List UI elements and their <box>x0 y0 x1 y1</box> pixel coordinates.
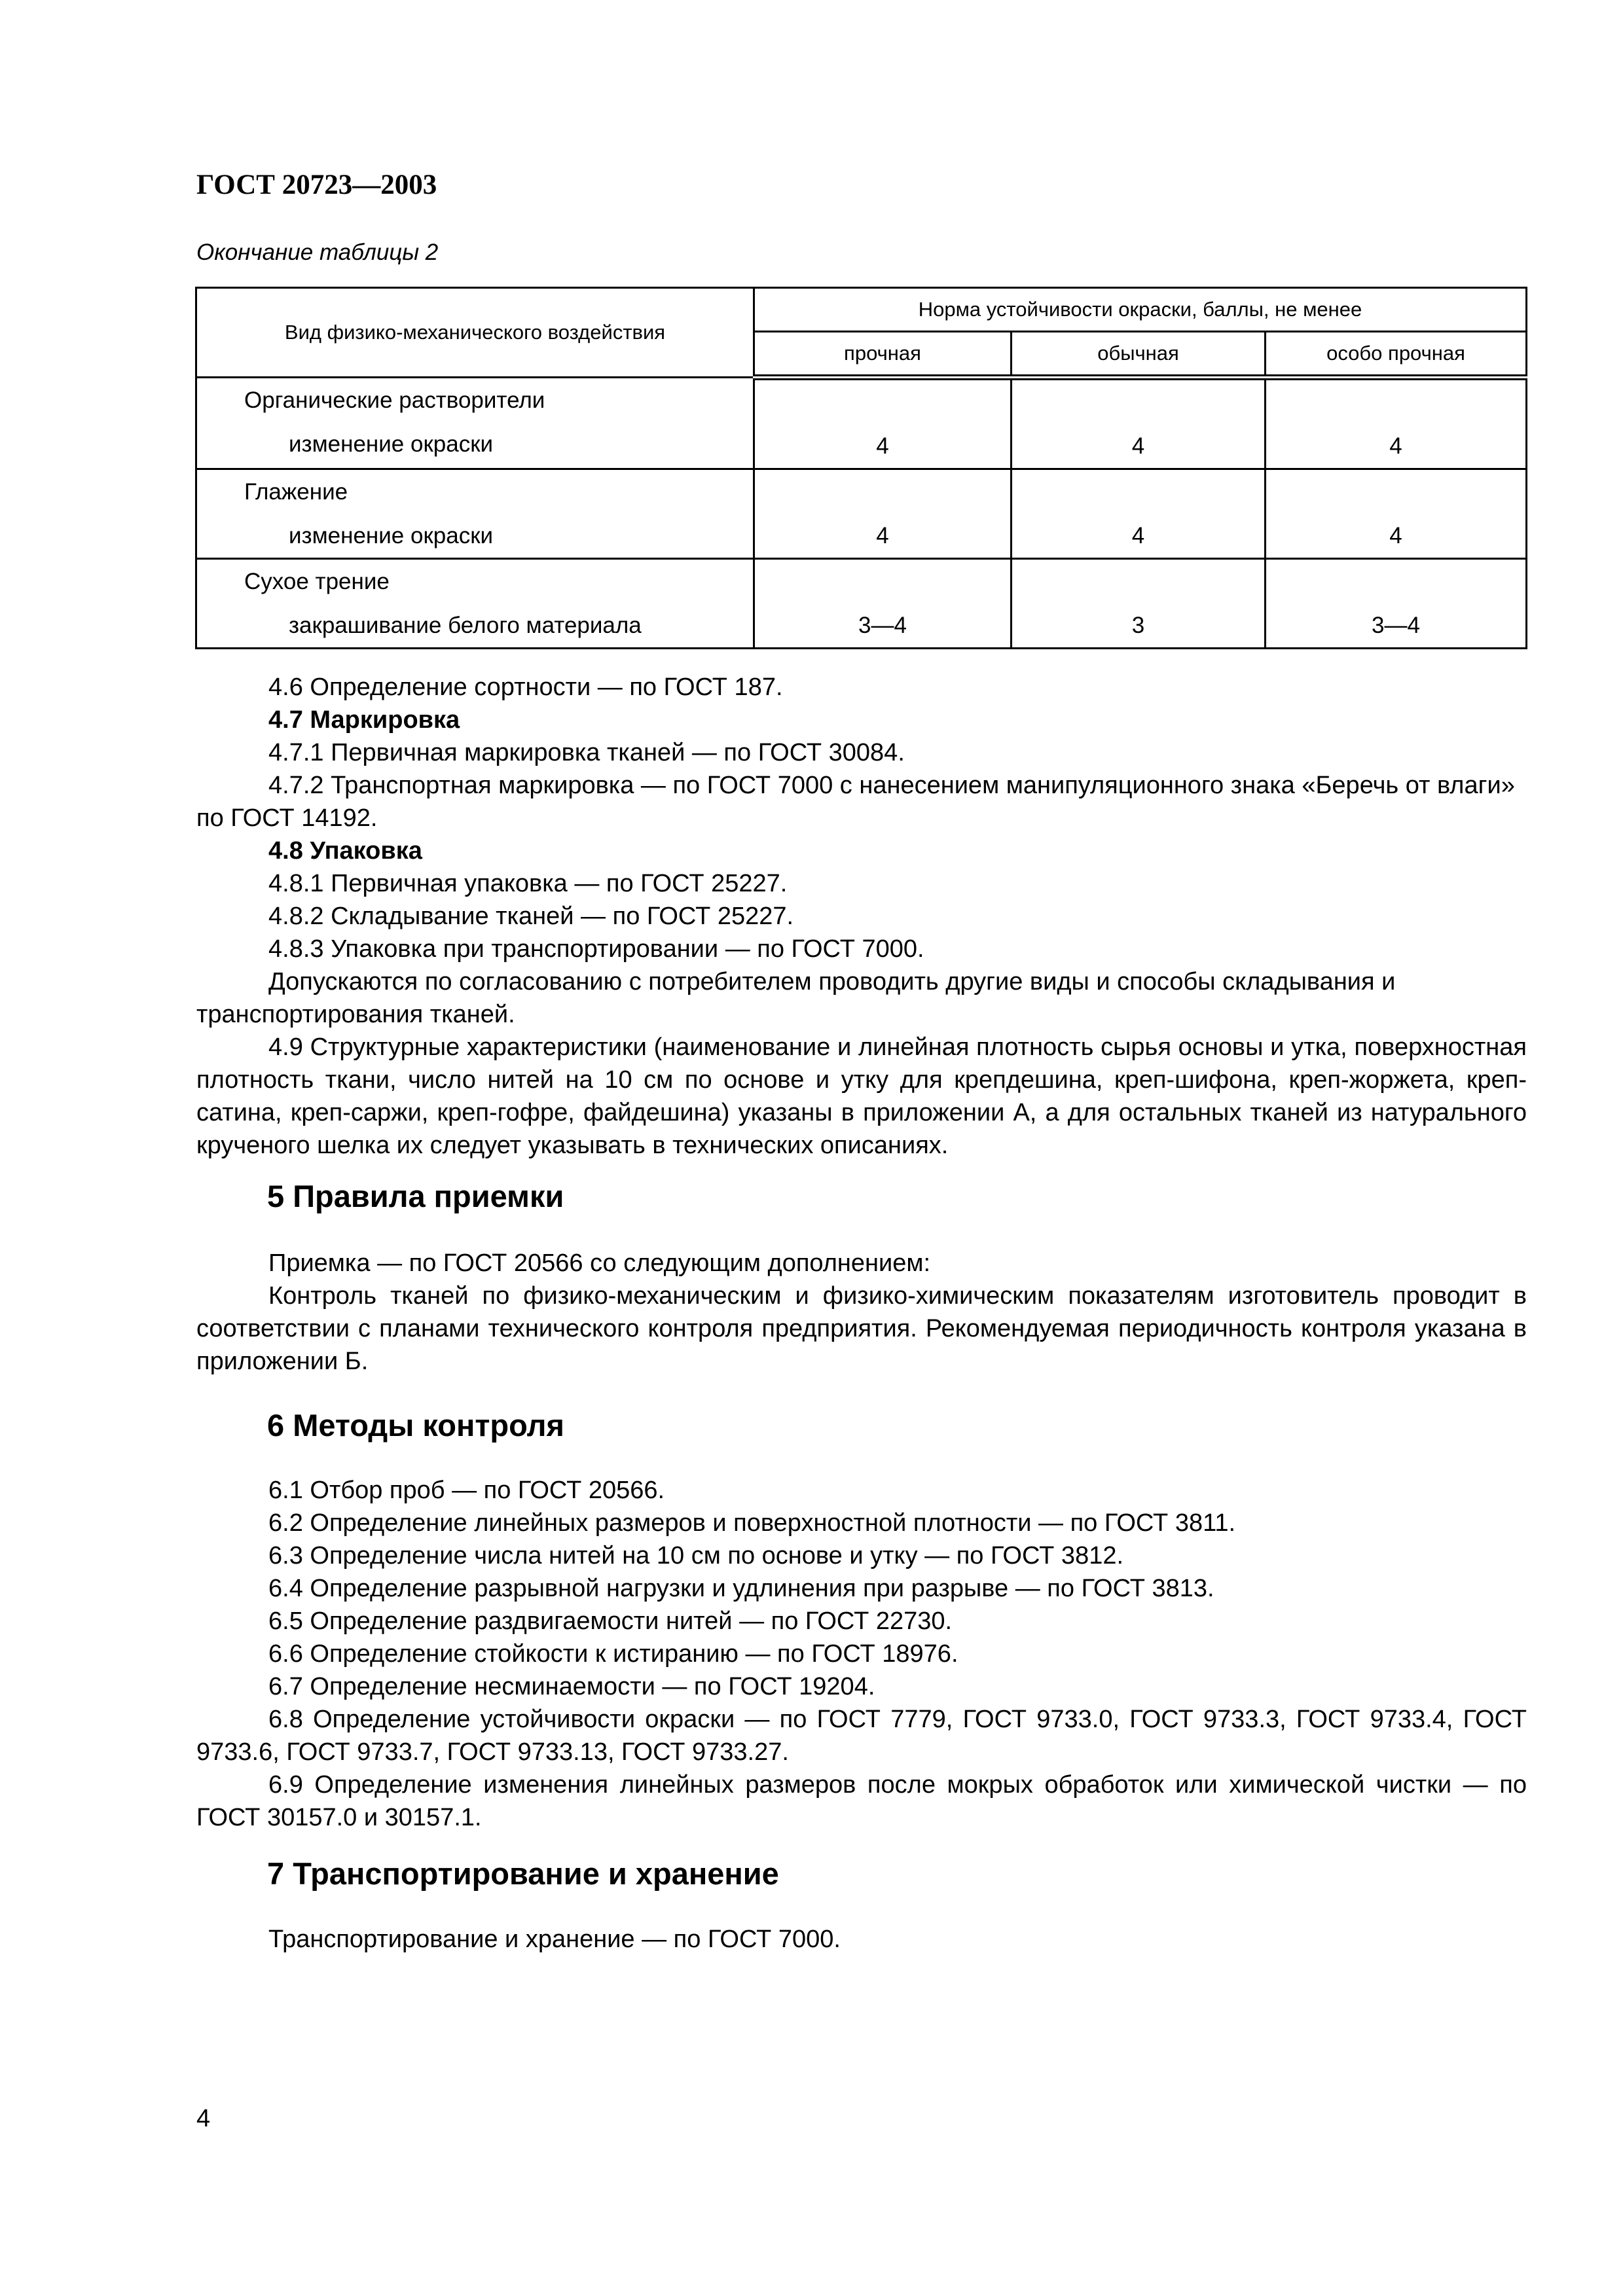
table-cell: 3 <box>1012 559 1266 649</box>
paragraph-4-7-1: 4.7.1 Первичная маркировка тканей — по ГОСТ 30084. <box>268 739 905 766</box>
section-7-title: 7 Транспортирование и хранение <box>267 1856 779 1891</box>
table-row-label <box>196 378 754 469</box>
table-header-extra-strong: особо прочная <box>1266 332 1527 378</box>
table-cell: 4 <box>1266 469 1527 559</box>
table-header-impact-type: Вид физико-механического воздействия <box>196 288 754 378</box>
section-5-body <box>196 1247 1527 1378</box>
table-cell: 4 <box>754 378 1012 469</box>
list-item: 6.7 Определение несминаемости — по ГОСТ 19204. <box>268 1673 875 1700</box>
paragraph-5-2: Контроль тканей по физико-механическим и физико-химическим показателям изготовитель проводит в соответствии с планами технического контроля предприятия. Рекомендуемая периодичность контроля указана в приложении Б. <box>196 1282 1527 1375</box>
table-cell: 4 <box>1266 378 1527 469</box>
section-6-body <box>196 1474 1527 1834</box>
table-row-group: Глажение <box>244 479 348 505</box>
table-header-strong: прочная <box>754 332 1012 378</box>
paragraph-7-1: Транспортирование и хранение — по ГОСТ 7000. <box>268 1926 841 1953</box>
paragraph-4-8-1: 4.8.1 Первичная упаковка — по ГОСТ 25227. <box>268 870 788 897</box>
table-cell: 3—4 <box>1266 559 1527 649</box>
paragraph-4-7-2: 4.7.2 Транспортная маркировка — по ГОСТ 7000 с нанесением манипуляционного знака «Беречь от влаги» по ГОСТ 14192. <box>196 772 1515 832</box>
page-number: 4 <box>196 2105 211 2132</box>
table-cell: 3—4 <box>754 559 1012 649</box>
table-row <box>196 559 1527 649</box>
section-4-continuation <box>196 671 1527 1162</box>
list-item: 6.9 Определение изменения линейных размеров после мокрых обработок или химической чистки — по ГОСТ 30157.0 и 30157.1. <box>196 1771 1527 1831</box>
table-header-normal: обычная <box>1012 332 1266 378</box>
table-header-fastness-norm: Норма устойчивости окраски, баллы, не менее <box>754 288 1527 332</box>
list-item: 6.8 Определение устойчивости окраски — по ГОСТ 7779, ГОСТ 9733.0, ГОСТ 9733.3, ГОСТ 9733.4, ГОСТ 9733.6, ГОСТ 9733.7, ГОСТ 9733.13, ГОСТ 9733.27. <box>196 1706 1527 1766</box>
table-cell: 4 <box>1012 469 1266 559</box>
colorfastness-table <box>195 287 1527 649</box>
paragraph-4-9: 4.9 Структурные характеристики (наименование и линейная плотность сырья основы и утка, поверхностная плотность ткани, число нитей на 10 см по основе и утку для крепдешина, креп-шифона, креп-жоржета, креп-сатина, креп-саржи, креп-гофре, файдешина) указаны в приложении А, а для остальных тканей из натурального крученого шелка их следует указывать в технических описаниях. <box>196 1033 1527 1159</box>
list-item: 6.6 Определение стойкости к истиранию — по ГОСТ 18976. <box>268 1640 958 1668</box>
table-row <box>196 378 1527 469</box>
list-item: 6.1 Отбор проб — по ГОСТ 20566. <box>268 1477 665 1504</box>
table-row-group: Сухое трение <box>244 569 390 594</box>
table-row-label <box>196 559 754 649</box>
section-5-title: 5 Правила приемки <box>267 1179 564 1213</box>
heading-4-8: 4.8 Упаковка <box>268 837 422 865</box>
heading-4-7: 4.7 Маркировка <box>268 706 460 734</box>
table-row-sub: закрашивание белого материала <box>289 613 642 638</box>
table-row-sub: изменение окраски <box>289 523 494 548</box>
list-item: 6.2 Определение линейных размеров и поверхностной плотности — по ГОСТ 3811. <box>268 1509 1236 1537</box>
section-7-body <box>196 1923 1527 1956</box>
paragraph-allowed: Допускаются по согласованию с потребителем проводить другие виды и способы складывания и транспортирования тканей. <box>196 968 1396 1028</box>
table-row-group: Органические растворители <box>244 387 545 413</box>
paragraph-4-8-2: 4.8.2 Складывание тканей — по ГОСТ 25227. <box>268 903 794 930</box>
list-item: 6.5 Определение раздвигаемости нитей — по ГОСТ 22730. <box>268 1607 953 1635</box>
paragraph-4-6: 4.6 Определение сортности — по ГОСТ 187. <box>268 673 783 701</box>
table-row-sub: изменение окраски <box>289 431 494 457</box>
table-cell: 4 <box>1012 378 1266 469</box>
paragraph-4-8-3: 4.8.3 Упаковка при транспортировании — по ГОСТ 7000. <box>268 935 924 963</box>
section-6-title: 6 Методы контроля <box>267 1408 564 1443</box>
table-caption: Окончание таблицы 2 <box>196 240 439 265</box>
paragraph-5-1: Приемка — по ГОСТ 20566 со следующим дополнением: <box>268 1249 931 1277</box>
list-item: 6.3 Определение числа нитей на 10 см по основе и утку — по ГОСТ 3812. <box>268 1542 1124 1570</box>
table-row-label <box>196 469 754 559</box>
list-item: 6.4 Определение разрывной нагрузки и удлинения при разрыве — по ГОСТ 3813. <box>268 1575 1214 1602</box>
table-row <box>196 469 1527 559</box>
table-cell: 4 <box>754 469 1012 559</box>
document-code: ГОСТ 20723—2003 <box>196 170 437 200</box>
